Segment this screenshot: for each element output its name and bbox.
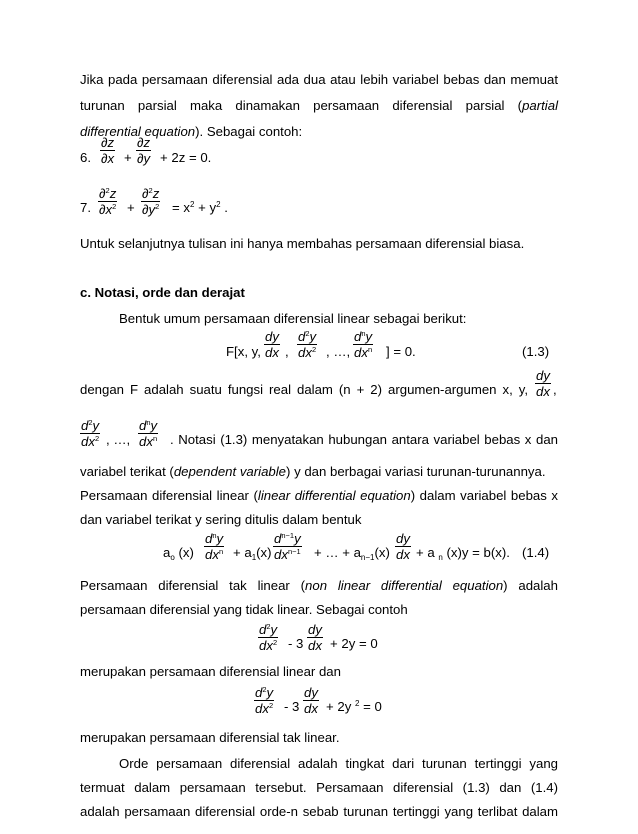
eq14-frac3 [395,531,411,562]
eq7-frac2 [141,186,160,217]
denominator: dx [304,701,318,716]
para1-line2-italic: partial [522,98,558,113]
numerator: dy [396,531,410,546]
text: variabel terikat ( [80,464,174,479]
ex1-minus3: - 3 [288,636,304,651]
denominator [80,434,100,449]
numerator [258,622,278,637]
eq6-tail: + 2z = 0. [160,150,212,165]
arg: (x) [256,545,272,560]
numerator: dy [536,368,550,383]
eq7-tail-c: . [224,200,228,215]
dx: dx [354,345,368,360]
merupakan-linear: merupakan persamaan diferensial linear dan [80,664,341,679]
variable: z [109,186,117,201]
eq6-plus: + [124,150,132,165]
dx: dx [205,547,219,562]
section-heading: c. Notasi, orde dan derajat [80,285,245,300]
exponent: 2 [88,418,93,427]
eq14-tail [416,545,510,561]
d: d [205,531,213,546]
eq14-dots [314,545,390,561]
eq7-frac1-den [98,202,117,217]
notasi-text: . Notasi (1.3) menyatakan hubungan antara variabel bebas x dan [170,432,558,447]
eq14-frac1 [204,531,224,562]
eq14-a1 [233,545,272,561]
nonlinear-line2: persamaan diferensial yang tidak linear. Sebagai contoh [80,602,408,617]
denominator: dx [536,384,550,399]
text: ) dalam variabel bebas x [410,488,558,503]
y: y [216,531,224,546]
dx: dx [274,547,288,562]
pdl-line [80,488,558,504]
exponent: 2 [189,200,195,209]
orde-line1: Orde persamaan diferensial adalah tingkat dari turunan tertinggi yang [119,756,558,771]
eq7-frac2-num [141,186,160,201]
numerator [273,531,302,546]
notasi-frac2 [138,418,158,449]
dx: dx [139,434,153,449]
eq6-frac1-num: ∂z [101,135,115,150]
eq7-plus: + [127,200,135,215]
d: d [274,531,282,546]
subscript: n [438,553,443,562]
arg: (x) [178,545,194,560]
dx: dx [259,638,273,653]
eq13-frac2 [297,329,317,360]
tail-b: = 0 [363,699,382,714]
para1-line3 [80,124,558,140]
tail: (x)y = b(x). [446,545,510,560]
eq13-suffix: ] = 0. [386,344,416,359]
italic-text: non linear differential equation [305,578,504,593]
denominator [254,701,274,716]
notasi-frac1 [80,418,100,449]
ex1-tail: + 2y = 0 [330,636,378,651]
d: d [139,418,147,433]
exponent: 2 [311,345,317,354]
ex2-tail [326,699,382,715]
eq6-frac1 [100,135,115,166]
nonlinear-line [80,578,558,594]
italic-text: linear differential equation [257,488,411,503]
exponent: 2 [112,202,117,211]
d: d [354,329,362,344]
denominator-text: ∂x [99,202,113,217]
plus-a: + a [233,545,252,560]
merupakan-nonlinear: merupakan persamaan diferensial tak linear. [80,730,340,745]
eq6-frac2 [136,135,151,166]
arg: (x) [374,545,390,560]
eq6-frac2-num: ∂z [137,135,151,150]
dengan-line: dengan F adalah suatu fungsi real dalam (n + 2) argumen-argumen x, y, [80,382,528,397]
text: Persamaan diferensial tak linear ( [80,578,306,593]
partial-symbol: ∂ [142,186,149,201]
para1-line3-italic: differential equation [80,124,196,139]
exponent: 2 [155,202,160,211]
exponent: n−1 [287,547,301,556]
denominator: dx [308,638,322,653]
ex2-minus3: - 3 [284,699,300,714]
eq13-frac3 [353,329,373,360]
dx: dx [298,345,312,360]
numerator [297,329,317,344]
orde-line2: termuat dalam persamaan tersebut. Persamaan diferensial (1.3) dan (1.4) [80,780,558,795]
orde-line3: adalah persamaan diferensial orde-n sebab turunan tertinggi yang terlibat dalam [80,804,558,819]
line-biasa: Untuk selanjutnya tulisan ini hanya membahas persamaan diferensial biasa. [80,236,525,251]
numerator: dy [265,329,279,344]
eq6-label: 6. [80,150,91,165]
denominator [353,345,373,360]
eq14-number: (1.4) [522,545,550,560]
denominator [138,434,158,449]
eq7-tail [172,200,228,216]
numerator [353,329,373,344]
eq7-frac1-num [98,186,117,201]
numerator [138,418,158,433]
dots-a: + … + a [314,545,361,560]
y: y [294,531,301,546]
denominator [204,547,224,562]
d: d [81,418,89,433]
ex2-frac2 [303,685,319,716]
partial-symbol: ∂ [99,186,106,201]
y: y [150,418,158,433]
notasi-mid: , …, [106,432,131,447]
eq7-label: 7. [80,200,91,215]
numerator: dy [308,622,322,637]
eq13-comma2: , …, [326,344,351,359]
exponent: 2 [148,186,153,195]
ex1-frac1 [258,622,278,653]
eq13-prefix: F[x, y, [226,344,261,359]
denominator: dx [265,345,279,360]
eq13-number: (1.3) [522,344,550,359]
denominator: dx [396,547,410,562]
para1-line2 [80,98,558,114]
italic-text: dependent variable [173,464,287,479]
eq7-tail-a: = x [172,200,190,215]
para1-line1: Jika pada persamaan diferensial ada dua atau lebih variabel bebas dan memuat [80,72,558,87]
exponent: n−1 [281,531,295,540]
exponent: 2 [268,701,274,710]
subscript: 1 [251,553,257,562]
dx: dx [255,701,269,716]
para1-line2-text: turunan parsial maka dinamakan persamaan diferensial parsial ( [80,98,523,113]
denominator-text: ∂y [142,202,156,217]
exponent: n [212,531,217,540]
exponent: n [361,329,366,338]
text: ) y dan berbagai variasi turunan-turunannya. [286,464,546,479]
y: y [270,622,278,637]
exponent: 2 [216,200,221,209]
variable: z [152,186,160,201]
dengan-comma: , [553,382,557,397]
exponent: 2 [105,186,110,195]
numerator [80,418,100,433]
ex2-frac1 [254,685,274,716]
eq13-comma1: , [285,344,289,359]
d: d [298,329,306,344]
exponent: n [146,418,151,427]
bentuk-umum-text: Bentuk umum persamaan diferensial linear sebagai berikut: [119,311,467,326]
y: y [266,685,274,700]
exponent: 2 [305,329,310,338]
denominator [258,638,278,653]
y: y [92,418,100,433]
exponent: n [152,434,158,443]
eq6-frac2-den: ∂y [137,151,151,166]
exponent: n [218,547,224,556]
numerator [254,685,274,700]
eq7-frac2-den [141,202,160,217]
exponent: 2 [354,699,360,708]
variabel-terikat-line [80,464,558,480]
tail-a: + 2y [326,699,352,714]
plus-a: + a [416,545,435,560]
subscript: o [170,553,175,562]
exponent: 2 [94,434,100,443]
numerator: dy [304,685,318,700]
eq6-frac1-den: ∂x [101,151,115,166]
denominator [297,345,317,360]
eq7-frac1 [98,186,117,217]
d: d [255,685,263,700]
exponent: n [367,345,373,354]
denominator [273,547,302,562]
dx: dx [81,434,95,449]
y: y [309,329,317,344]
a: a [163,545,171,560]
exponent: 2 [262,685,267,694]
text: Persamaan diferensial linear ( [80,488,258,503]
eq14-a0 [163,545,194,561]
eq7-tail-b: + y [198,200,217,215]
y: y [365,329,373,344]
ditulis-line: dan variabel terikat y sering ditulis dalam bentuk [80,512,362,527]
ex1-frac2 [307,622,323,653]
subscript: n−1 [360,553,375,562]
dengan-frac [535,368,551,399]
eq14-frac2 [273,531,302,562]
d: d [259,622,267,637]
exponent: 2 [266,622,271,631]
para1-line3-text: ). Sebagai contoh: [195,124,303,139]
text: ) adalah [503,578,558,593]
exponent: 2 [272,638,278,647]
numerator [204,531,224,546]
eq13-frac1 [264,329,280,360]
